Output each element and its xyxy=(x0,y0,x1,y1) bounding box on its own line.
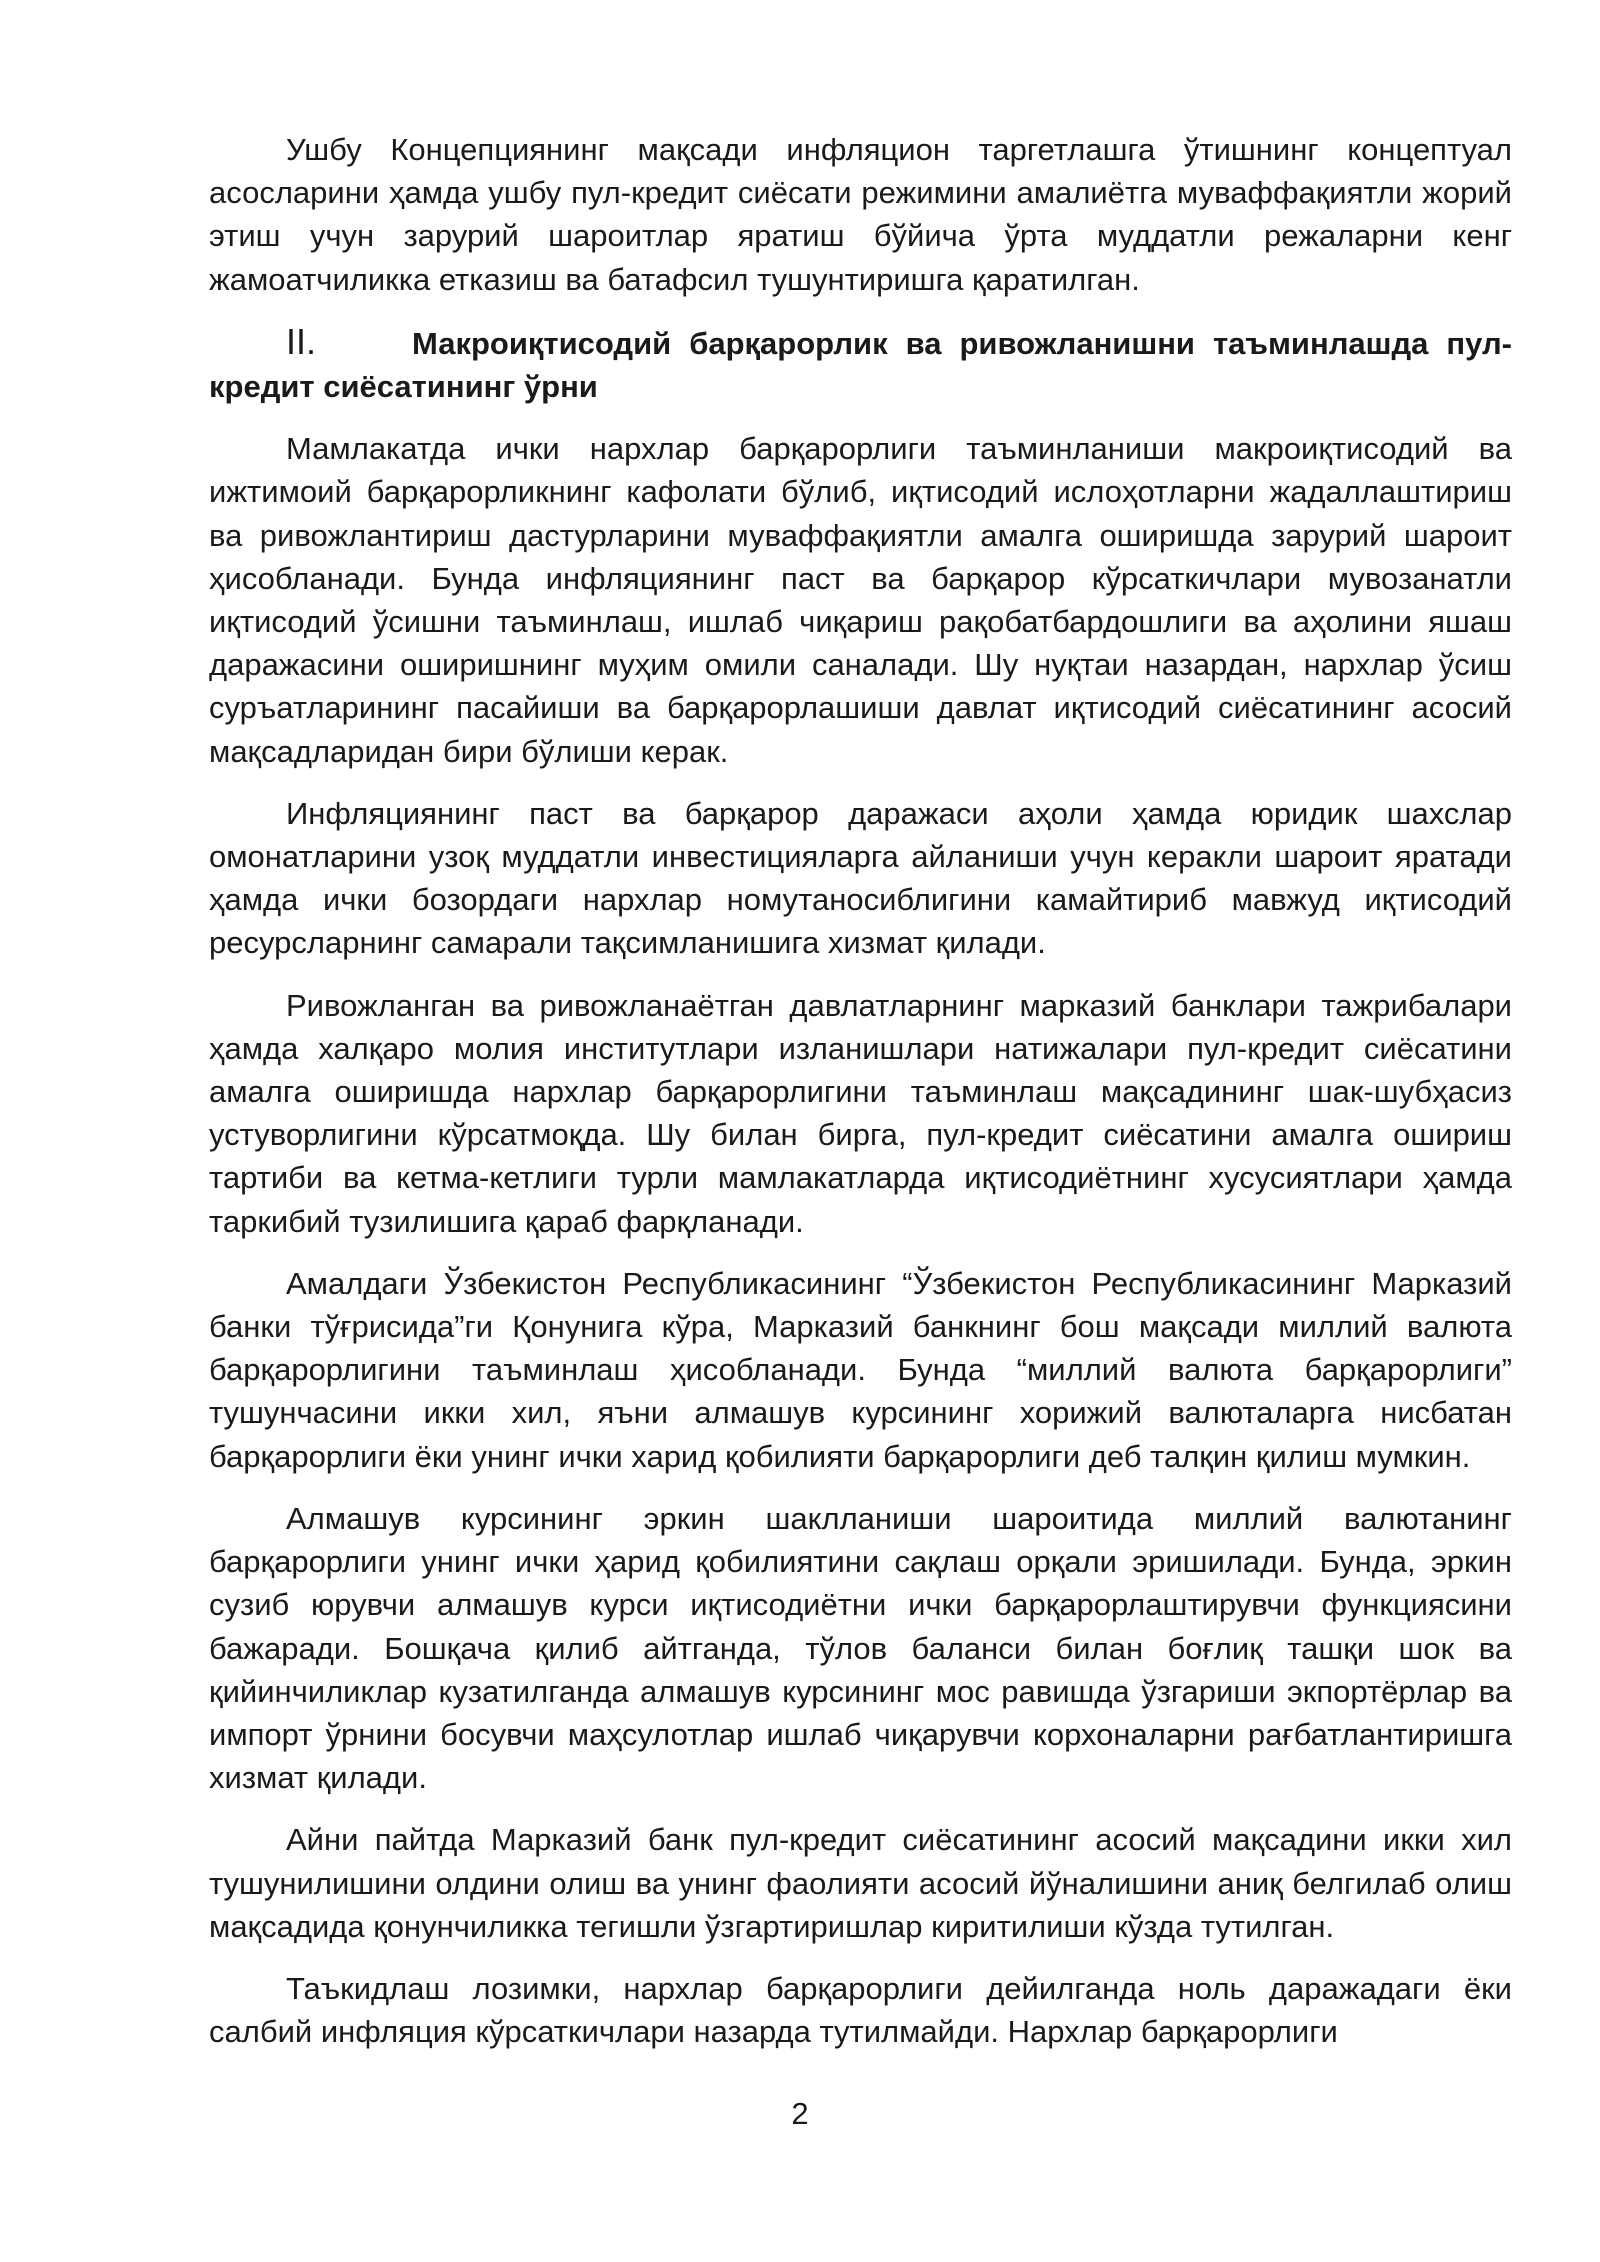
paragraph-legislation-changes: Айни пайтда Марказий банк пул-кредит сиёсатининг асосий мақсадини икки хил тушунилишини олдини олиш ва унинг фаолияти асосий йўналишини аниқ белгилаб олиш мақсадида қонунчиликка тегишли ўзгартиришлар киритилиши кўзда тутилган. xyxy=(209,1822,1512,1944)
paragraph-intro: Ушбу Концепциянинг мақсади инфляцион таргетлашга ўтишнинг концептуал асосларини ҳамда ушбу пул-кредит сиёсати режимини амалиётга муваффақиятли жорий этиш учун зарурий шароитлар яратиш бўйича ўрта муддатли режаларни кенг жамоатчиликка етказиш ва батафсил тушунтиришга қаратилган. xyxy=(209,132,1512,297)
section-title: Макроиқтисодий барқарорлик ва ривожланишни таъминлашда пул-кредит сиёсатининг ўрни xyxy=(209,325,1512,405)
paragraph-exchange-rate: Алмашув курсининг эркин шаклланиши шароитида миллий валютанинг барқарорлиги унинг ички ҳарид қобилиятини сақлаш орқали эришилади. Бунда, эркин сузиб юрувчи алмашув курси иқтисодиётни ички барқарорлаштирувчи функциясини бажаради. Бошқача қилиб айтганда, тўлов баланси билан боғлиқ ташқи шок ва қийинчиликлар кузатилганда алмашув курсининг мос равишда ўзгариши экпортёрлар ва импорт ўрнини босувчи маҳсулотлар ишлаб чиқарувчи корхоналарни рағбатлантиришга хизмат қилади. xyxy=(209,1500,1512,1796)
document-page xyxy=(209,128,1512,2072)
paragraph-price-stability: Мамлакатда ички нархлар барқарорлиги таъминланиши макроиқтисодий ва ижтимоий барқарорликнинг кафолати бўлиб, иқтисодий ислоҳотларни жадаллаштириш ва ривожлантириш дастурларини муваффақиятли амалга оширишда зарурий шароит ҳисобланади. Бунда инфляциянинг паст ва барқарор кўрсаткичлари мувозанатли иқтисодий ўсишни таъминлаш, ишлаб чиқариш рақобатбардошлиги ва аҳолини яшаш даражасини оширишнинг муҳим омили саналади. Шу нуқтаи назардан, нархлар ўсиш суръатларининг пасайиши ва барқарорлашиши давлат иқтисодий сиёсатининг асосий мақсадларидан бири бўлиши керак. xyxy=(209,431,1512,769)
paragraph-emphasis: Таъкидлаш лозимки, нархлар барқарорлиги дейилганда ноль даражадаги ёки салбий инфляция кўрсаткичлари назарда тутилмайди. Нархлар барқарорлиги xyxy=(209,1970,1512,2050)
paragraph-current-law: Амалдаги Ўзбекистон Республикасининг “Ўзбекистон Республикасининг Марказий банки тўғрисида”ги Қонунига кўра, Марказий банкнинг бош мақсади миллий валюта барқарорлигини таъминлаш ҳисобланади. Бунда “миллий валюта барқарорлиги” тушунчасини икки хил, яъни алмашув курсининг хорижий валюталарга нисбатан барқарорлиги ёки унинг ички харид қобилияти барқарорлиги деб талқин қилиш мумкин. xyxy=(209,1265,1512,1474)
section-numeral: II. xyxy=(286,320,317,362)
paragraph-low-inflation: Инфляциянинг паст ва барқарор даражаси аҳоли ҳамда юридик шахслар омонатларини узоқ муддатли инвестицияларга айланиши учун керакли шароит яратади ҳамда ички бозордаги нархлар номутаносиблигини камайтириб мавжуд иқтисодий ресурсларнинг самарали тақсимланишига хизмат қилади. xyxy=(209,795,1512,961)
section-heading xyxy=(209,320,1512,408)
page-number: 2 xyxy=(791,2096,809,2131)
paragraph-central-banks-experience: Ривожланган ва ривожланаётган давлатларнинг марказий банклари тажрибалари ҳамда халқаро молия институтлари изланишлари натижалари пул-кредит сиёсатини амалга оширишда нархлар барқарорлигини таъминлаш мақсадининг шак-шубҳасиз устуворлигини кўрсатмоқда. Шу билан бирга, пул-кредит сиёсатини амалга ошириш тартиби ва кетма-кетлиги турли мамлакатларда иқтисодиётнинг хусусиятлари ҳамда таркибий тузилишига қараб фарқланади. xyxy=(209,987,1512,1239)
